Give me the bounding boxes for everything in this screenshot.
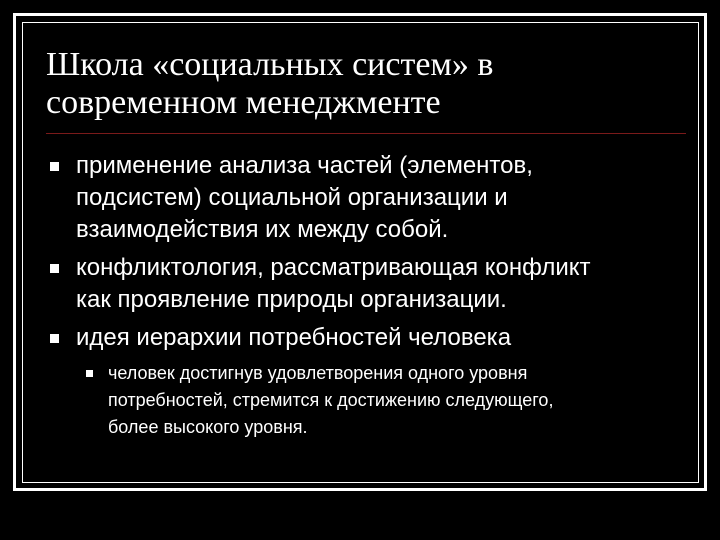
square-bullet-icon: [86, 370, 93, 377]
bullet-text: взаимодействия их между собой.: [76, 216, 449, 243]
title-line: современном менеджменте: [46, 84, 441, 121]
bullet-list: [46, 150, 676, 447]
list-item: [46, 252, 676, 316]
sub-list-item: [76, 360, 676, 441]
list-item: [46, 322, 676, 441]
sub-bullet-text: человек достигнув удовлетворения одного уровня: [108, 363, 528, 383]
slide-title: [46, 46, 676, 122]
sub-bullet-text: более высокого уровня.: [108, 417, 308, 437]
sub-bullet-text: потребностей, стремится к достижению следующего,: [108, 390, 554, 410]
title-line: Школа «социальных систем» в: [46, 46, 494, 83]
bullet-text: как проявление природы организации.: [76, 286, 507, 313]
square-bullet-icon: [50, 264, 59, 273]
bullet-text: конфликтология, рассматривающая конфликт: [76, 254, 591, 281]
bullet-text: применение анализа частей (элементов,: [76, 152, 533, 179]
bullet-text: подсистем) социальной организации и: [76, 184, 508, 211]
square-bullet-icon: [50, 162, 59, 171]
list-item: [46, 150, 676, 246]
square-bullet-icon: [50, 334, 59, 343]
sub-bullet-list: [76, 360, 676, 441]
title-divider: [46, 133, 686, 134]
bullet-text: идея иерархии потребностей человека: [76, 324, 512, 351]
